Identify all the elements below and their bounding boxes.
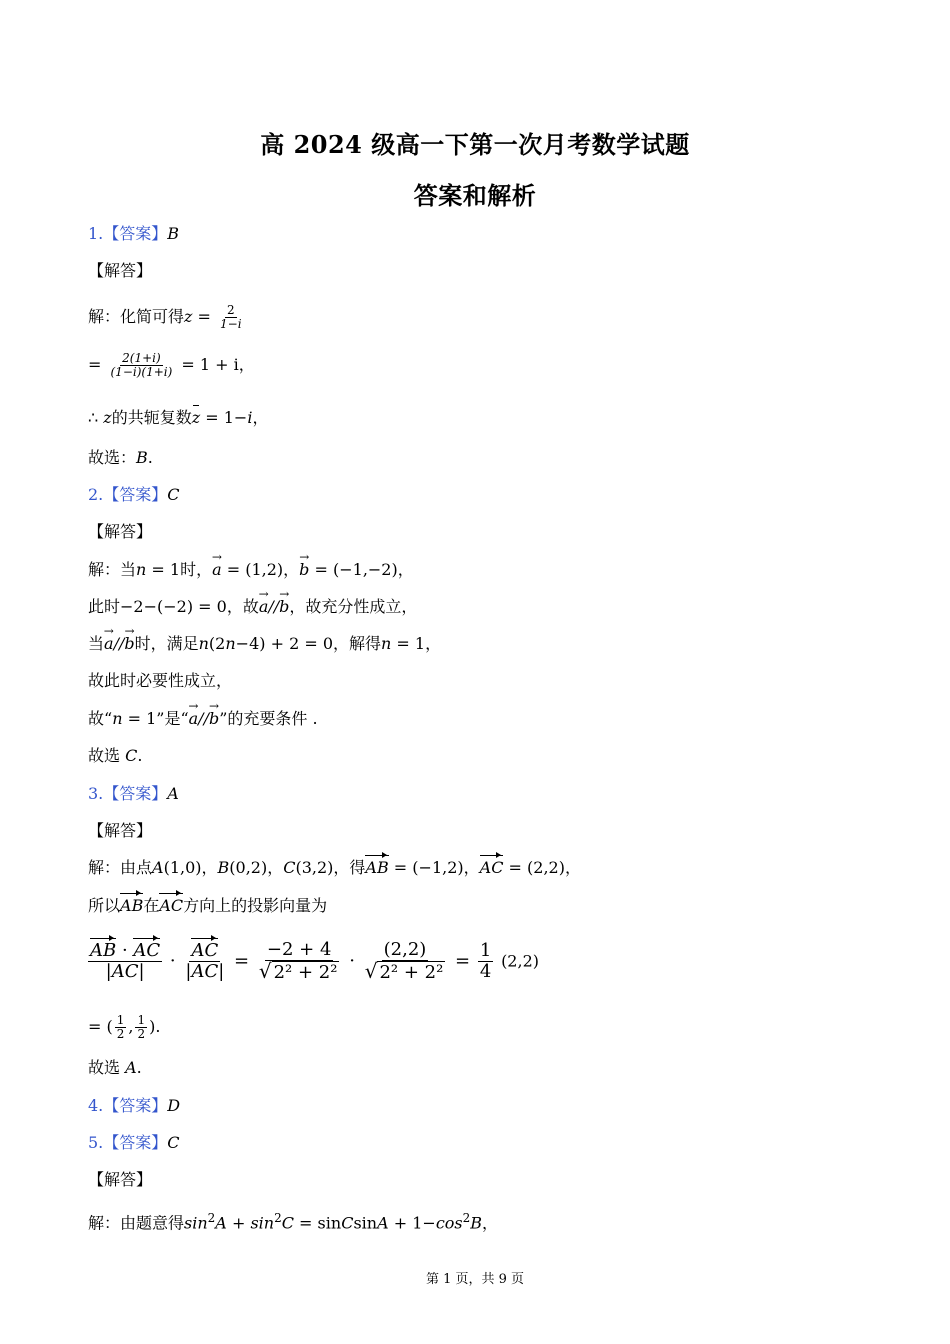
q1-step2-rest: = 1 + i，: [181, 355, 255, 375]
q3-step1-f: = (2,2)，: [503, 858, 581, 877]
q3-step2-b: 在: [143, 896, 160, 915]
q5-sup1: 2: [207, 1211, 216, 1225]
q1-step3-i: i: [247, 408, 253, 427]
q1-step3-b: 的共轭复数: [111, 408, 192, 427]
q3-step2-a: 所以: [88, 896, 121, 915]
q3-formula-frac4-radicand: 2² + 2²: [379, 961, 444, 983]
q2-step3-vec-b: → b: [124, 634, 134, 654]
q2-step3-n3: n: [381, 634, 392, 653]
q3-step4-a: = (: [88, 1017, 113, 1037]
q2-step1-c: = (1,2)，: [221, 560, 300, 579]
q3-formula-frac4: [363, 940, 448, 983]
q3-section: 【解答】: [88, 821, 153, 840]
q5-step1-a: 解：由题意得: [88, 1213, 185, 1233]
q3-step1-b: (1,0)，: [163, 858, 218, 877]
q2-step5-vec-b: → b: [209, 709, 219, 729]
q5-plus: +: [226, 1213, 251, 1233]
q2-step3-a: 当: [88, 634, 105, 653]
q4-answer-line: [88, 1096, 180, 1116]
q2-choice-answer: C: [125, 746, 138, 765]
q1-step3: [88, 408, 268, 428]
q3-formula-frac4-den: [363, 958, 448, 983]
q5-sup2: 2: [274, 1211, 282, 1225]
q3-formula-frac2: [183, 941, 226, 982]
q3-formula-frac1-den: |AC|: [105, 960, 145, 982]
q3-step1-c: (0,2)，: [229, 858, 284, 877]
q1-answer-line: [88, 224, 179, 244]
q1-fraction2-num: 2(1+i): [122, 351, 161, 365]
q1-fraction: [218, 304, 244, 331]
q1-choice-text: 故选：: [88, 448, 137, 467]
q2-choice: [88, 746, 142, 766]
q2-step3-b: 时，满足: [134, 634, 199, 653]
q3-choice-text: 故选: [88, 1058, 126, 1077]
q5-sin2: sin: [250, 1213, 275, 1233]
q2-section: 【解答】: [88, 522, 153, 541]
q1-step3-d: ，: [252, 408, 269, 427]
q3-choice-end: .: [136, 1058, 142, 1077]
q3-half2-den: 2: [137, 1027, 146, 1042]
q1-choice: [88, 448, 153, 468]
q5-answer-line: [88, 1133, 180, 1153]
q2-step1-n: n: [136, 560, 147, 579]
q3-half1-num: 1: [116, 1013, 125, 1027]
page-footer: 第 1 页，共 9 页: [425, 1272, 525, 1287]
q1-choice-end: .: [147, 448, 153, 467]
q3-formula-frac3: [257, 940, 342, 983]
q3-step1: [88, 858, 581, 878]
q2-answer-line: [88, 485, 180, 505]
q2-choice-end: .: [137, 746, 143, 765]
q2-step2-vec-b: → b: [279, 597, 289, 617]
q5-sin1: sin: [184, 1213, 208, 1233]
q2-step2-vec-a: → a: [259, 597, 269, 617]
q3-projection-formula: [86, 940, 539, 983]
q1-answer: B: [167, 224, 180, 243]
q1-step3-zbar: z: [191, 408, 201, 427]
q2-step2-parallel: //: [268, 597, 280, 616]
q2-step1: [88, 560, 414, 580]
q3-half2-num: 1: [137, 1013, 146, 1027]
q3-formula-frac5-num: 1: [479, 940, 492, 961]
q1-step3-a: ∴: [88, 408, 104, 427]
q1-step1-lhs: z =: [184, 307, 211, 327]
q3-formula-ab: AB: [90, 940, 117, 961]
q4-answer: D: [167, 1096, 181, 1115]
q3-step4-b: ).: [149, 1017, 161, 1037]
q3-formula-result: (2,2): [501, 951, 539, 971]
q3-formula-eq1: =: [234, 950, 250, 972]
q3-step4: [88, 1014, 160, 1041]
q2-number: 2.【答案】: [88, 485, 168, 504]
q3-step2-c: 方向上的投影向量为: [183, 896, 328, 915]
q3-step1-d: (3,2)，得: [295, 858, 366, 877]
q5-angle-c: C: [281, 1213, 294, 1233]
q2-step5-a: 故“: [88, 709, 113, 728]
q5-angle-c2: C: [341, 1213, 354, 1233]
q2-step3-vec-a: → a: [104, 634, 114, 654]
q5-angle-a: A: [215, 1213, 227, 1233]
q3-formula-frac5-den: 4: [479, 960, 492, 982]
q2-step3-n2: n: [225, 634, 236, 653]
q3-half1: [115, 1014, 127, 1041]
q3-step2-vec-ab: AB: [120, 896, 144, 915]
q1-step3-z: z: [103, 408, 112, 427]
q3-formula-frac1-num: [88, 941, 162, 962]
document-title: 高 2024 级高一下第一次月考数学试题: [260, 130, 690, 159]
q2-step3-d: −4) + 2 = 0，解得: [235, 634, 382, 653]
q5-angle-a2: A: [377, 1213, 389, 1233]
q3-choice: [88, 1058, 142, 1078]
q1-choice-answer: B: [136, 448, 148, 467]
q2-choice-text: 故选: [88, 746, 126, 765]
q2-step5-n: n: [112, 709, 123, 728]
sqrt-icon: √ 2² + 2²: [364, 958, 444, 983]
q3-vec-ac: AC: [479, 858, 504, 877]
q1-fraction-den: 1−i: [220, 317, 242, 332]
sqrt-icon: √ 2² + 2²: [258, 958, 338, 983]
q3-vec-ab: AB: [365, 858, 389, 877]
q1-fraction2: [109, 352, 175, 379]
q3-half2: [135, 1014, 147, 1041]
q3-formula-mdot1: ·: [169, 950, 176, 972]
q3-step2-vec-ac: AC: [159, 896, 184, 915]
document-subtitle: 答案和解析: [413, 181, 537, 210]
q3-formula-mdot2: ·: [349, 950, 355, 972]
q3-formula-ac2: AC: [191, 940, 219, 961]
q3-number: 3.【答案】: [88, 784, 168, 803]
q3-formula-frac3-radicand: 2² + 2²: [273, 961, 338, 983]
q3-point-a: A: [152, 858, 164, 877]
q3-step2: [88, 896, 327, 916]
q2-step3-n1: n: [198, 634, 209, 653]
q1-number: 1.【答案】: [88, 224, 168, 243]
q2-step2-a: 此时−2−(−2) = 0，故: [88, 597, 259, 616]
q3-step1-a: 解：由点: [88, 858, 153, 877]
q3-formula-eq2: =: [455, 950, 471, 972]
q1-step2-eq: =: [88, 355, 102, 375]
q5-sup3: 2: [462, 1211, 471, 1225]
q3-formula-dot: ·: [116, 940, 134, 961]
q5-step1: [88, 1208, 498, 1233]
q2-step1-b: = 1时，: [146, 560, 213, 579]
q3-formula-frac4-num: (2,2): [383, 939, 427, 960]
q5-angle-b: B: [470, 1213, 483, 1233]
q3-step4-comma: ,: [128, 1017, 134, 1037]
q2-answer: C: [167, 485, 180, 504]
q3-formula-frac2-den: |AC|: [185, 960, 225, 982]
q2-step2: [88, 597, 417, 617]
q3-formula-frac3-den: [257, 958, 342, 983]
q5-answer: C: [167, 1133, 180, 1152]
q2-step5-c: ”的充要条件 .: [219, 709, 318, 728]
q2-step3-e: = 1，: [391, 634, 442, 653]
q2-step1-vec-b: → b: [299, 560, 309, 580]
q5-cos: cos: [435, 1213, 463, 1233]
q5-step1-d: + 1−: [388, 1213, 436, 1233]
q2-step5-vec-a: → a: [189, 709, 199, 729]
q3-point-c: C: [283, 858, 296, 877]
q2-step4: 故此时必要性成立，: [88, 671, 233, 690]
q2-step5-b: = 1”是“: [122, 709, 189, 728]
q2-step1-vec-a: → a: [212, 560, 222, 580]
q5-step1-e: ，: [482, 1213, 499, 1233]
q5-step1-b: = sin: [293, 1213, 342, 1233]
q3-formula-ac: AC: [133, 940, 161, 961]
q3-answer-line: [88, 784, 179, 804]
q1-step1-text: 解：化简可得: [88, 307, 185, 327]
q2-step3-c: (2: [208, 634, 226, 653]
q1-step2: [88, 352, 255, 379]
q2-step5-parallel: //: [198, 709, 209, 728]
q3-point-b: B: [217, 858, 230, 877]
q1-step1: [88, 304, 246, 331]
q5-step1-c: sin: [353, 1213, 378, 1233]
q2-step3: [88, 634, 441, 654]
q4-number: 4.【答案】: [88, 1096, 168, 1115]
q2-step1-d: = (−1,−2)，: [309, 560, 414, 579]
q1-fraction-num: 2: [226, 303, 235, 317]
q3-step1-e: = (−1,2)，: [388, 858, 480, 877]
q5-section: 【解答】: [88, 1170, 153, 1189]
q3-formula-frac3-num: −2 + 4: [266, 939, 332, 960]
q1-section: 【解答】: [88, 261, 153, 280]
q3-formula-frac1: [88, 941, 162, 982]
q1-fraction2-den: (1−i)(1+i): [110, 365, 173, 380]
q3-formula-frac5: [478, 941, 493, 982]
q2-step1-a: 解：当: [88, 560, 137, 579]
q3-choice-answer: A: [125, 1058, 137, 1077]
q2-step5: [88, 709, 318, 729]
q1-step3-c: = 1−: [200, 408, 248, 427]
q2-step2-b: ，故充分性成立，: [289, 597, 418, 616]
q2-step3-parallel: //: [113, 634, 125, 653]
q3-answer: A: [167, 784, 179, 803]
q3-formula-frac2-num: [189, 941, 220, 962]
q3-half1-den: 2: [116, 1027, 125, 1042]
q5-number: 5.【答案】: [88, 1133, 168, 1152]
